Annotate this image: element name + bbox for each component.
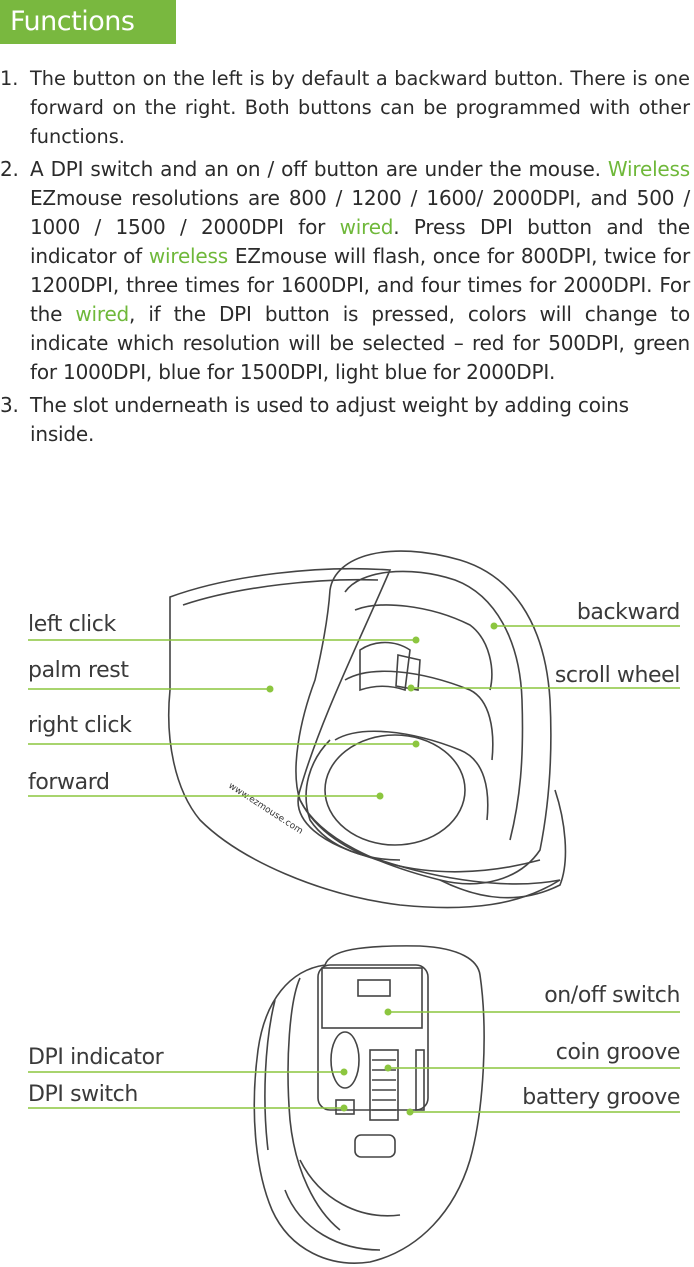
item-number: 1. (0, 67, 19, 90)
section-header: Functions (0, 0, 176, 44)
highlight-wired: wired (339, 215, 394, 239)
label-dpi-switch: DPI switch (28, 1082, 138, 1107)
label-right-click: right click (28, 713, 132, 738)
label-forward: forward (28, 770, 110, 795)
label-backward: backward (576, 600, 680, 625)
item-text-part: , if the DPI button is pressed, colors will change to indicate which resolution will be selected – red for 500DPI, green for 1000DPI, blue for 1500DPI, light blue for 2000DPI. (30, 302, 690, 384)
label-dpi-indicator: DPI indicator (28, 1045, 164, 1070)
item-text-part: A DPI switch and an on / off button are under the mouse. (30, 157, 601, 181)
label-coin-groove: coin groove (555, 1040, 680, 1065)
item-text-part: . Press DPI button and the indicator of (30, 215, 690, 268)
mouse-underside-drawing (254, 946, 484, 1263)
highlight-wireless: wireless (148, 244, 228, 268)
highlight-wireless: Wireless (607, 157, 690, 181)
label-left-click: left click (28, 612, 116, 637)
mouse-imprint-text: www.ezmouse.com (226, 781, 305, 837)
item-text-part: EZmouse will flash, once for 800DPI, twice for 1200DPI, three times for 1600DPI, and four times for 2000DPI. For the (30, 244, 690, 326)
item-text: The button on the left is by default a backward button. There is one forward on the right. Both buttons can be programmed with other functions. (30, 67, 690, 148)
label-scroll-wheel: scroll wheel (554, 663, 680, 688)
label-battery-groove: battery groove (522, 1085, 680, 1110)
label-palm-rest: palm rest (28, 658, 129, 683)
label-onoff-switch: on/off switch (544, 983, 680, 1008)
item-text-part: EZmouse resolutions are 800 / 1200 / 1600/ 2000DPI, and 500 / 1000 / 1500 / 2000DPI for (30, 186, 690, 239)
item-text: The slot underneath is used to adjust weight by adding coins inside. (30, 393, 629, 446)
callout-dots-1 (267, 623, 498, 800)
item-number: 2. (0, 157, 19, 181)
mouse-side-drawing (169, 551, 566, 908)
item-number: 3. (0, 393, 19, 417)
highlight-wired: wired (75, 302, 130, 326)
